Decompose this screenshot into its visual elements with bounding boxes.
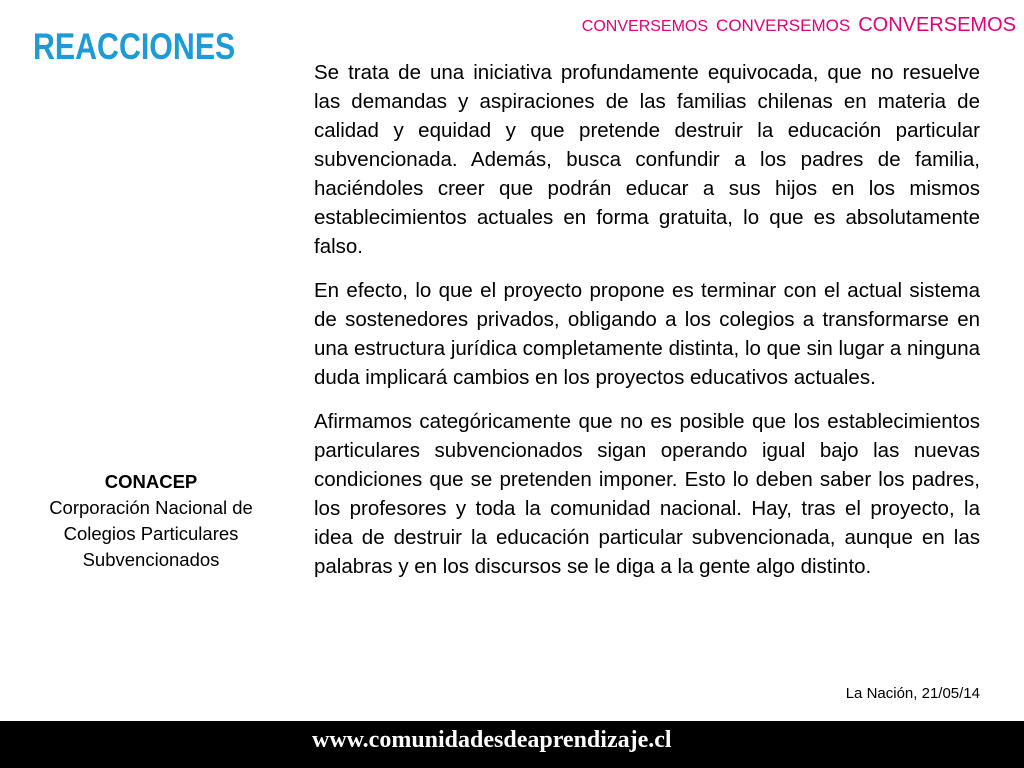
conversemos-word-large: CONVERSEMOS (858, 14, 1016, 36)
author-org: CONACEP (104, 471, 198, 492)
conversemos-word-small: CONVERSEMOS (581, 18, 709, 35)
article-paragraph-1: Se trata de una iniciativa profundamente equivocada, que no resuelve las demandas y aspiraciones de las familias chilenas en materia de calidad y equidad y que pretende destruir la educación particular subvencionada. Además, busca confundir a los padres de familia, haciéndoles creer que podrán educar a sus hijos en los mismos establecimientos actuales en forma gratuita, lo que es absolutamente falso. (314, 61, 980, 258)
author-line-3: Subvencionados (82, 549, 220, 570)
footer-url-link[interactable]: www.comunidadesdeaprendizaje.cl (312, 727, 672, 753)
section-title: REACCIONES (33, 26, 236, 67)
article-paragraph-2: En efecto, lo que el proyecto propone es terminar con el actual sistema de sostenedores privados, obligando a los colegios a transformarse en una estructura jurídica completamente distinta, lo que sin lugar a ninguna duda implicará cambios en los proyectos educativos actuales. (314, 279, 980, 389)
article-source: La Nación, 21/05/14 (845, 685, 980, 702)
conversemos-word-medium: CONVERSEMOS (716, 16, 851, 35)
article-paragraph-3: Afirmamos categóricamente que no es posible que los establecimientos particulares subvencionados sigan operando igual bajo las nuevas condiciones que se pretenden imponer. Esto lo deben saber los padres, los profesores y toda la comunidad nacional. Hay, tras el proyecto, la idea de destruir la educación particular subvencionada, aunque en las palabras y en los discursos se le diga a la gente algo distinto. (314, 410, 980, 578)
author-line-1: Corporación Nacional de (49, 497, 253, 518)
article-body (314, 58, 980, 596)
conversemos-header (582, 14, 1016, 37)
author-block (20, 469, 282, 573)
author-line-2: Colegios Particulares (63, 523, 239, 544)
